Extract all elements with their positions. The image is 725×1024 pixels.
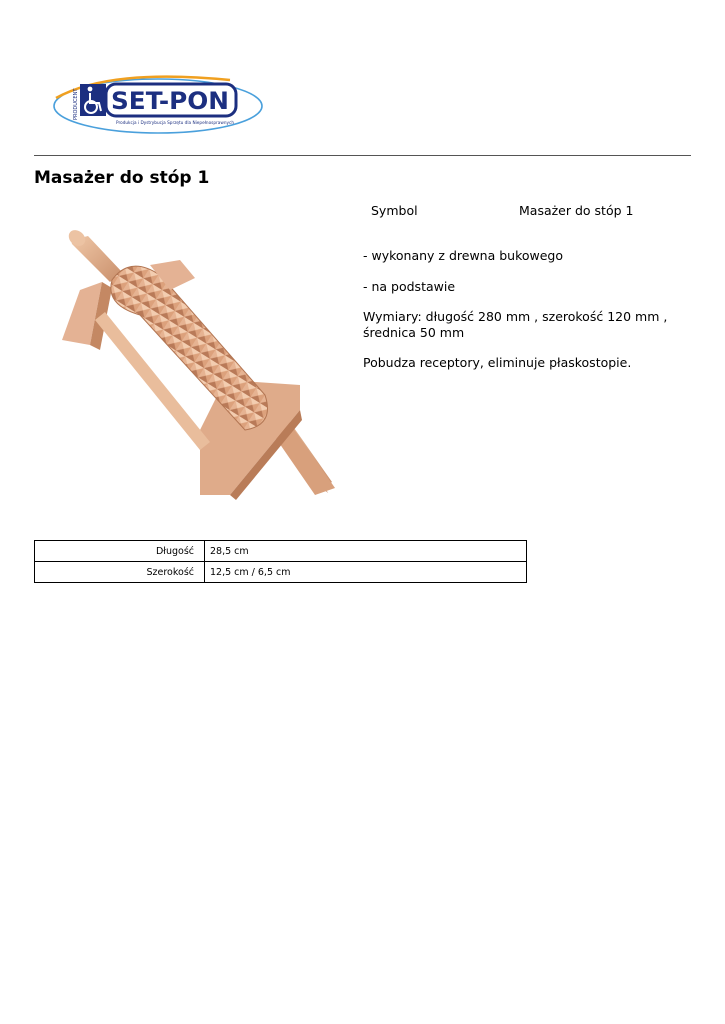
logo-vertical-text: PRODUCENT: [73, 88, 79, 120]
header-divider: [34, 155, 691, 156]
spec-value: 28,5 cm: [205, 541, 527, 562]
description-line: Wymiary: długość 280 mm , szerokość 120 mm , średnica 50 mm: [363, 309, 668, 340]
logo-brand-name: SET-PON: [111, 87, 229, 115]
set-pon-logo: [50, 68, 265, 138]
spec-label: Szerokość: [35, 562, 205, 583]
spec-label: Długość: [35, 541, 205, 562]
spec-value: 12,5 cm / 6,5 cm: [205, 562, 527, 583]
specs-table: [34, 540, 527, 583]
product-image: [50, 220, 335, 500]
description-line: - wykonany z drewna bukowego: [363, 248, 564, 263]
symbol-value: Masażer do stóp 1: [519, 203, 634, 218]
product-description: [363, 248, 683, 386]
description-line: Pobudza receptory, eliminuje płaskostopie.: [363, 355, 632, 370]
logo-tagline: Produkcja i Dystrybucja Sprzętu dla Niepełnosprawnych: [116, 120, 235, 125]
table-row: [35, 541, 527, 562]
description-line: - na podstawie: [363, 278, 456, 294]
product-title: Masażer do stóp 1: [34, 168, 210, 188]
symbol-label: Symbol: [371, 203, 418, 218]
table-row: [35, 562, 527, 583]
